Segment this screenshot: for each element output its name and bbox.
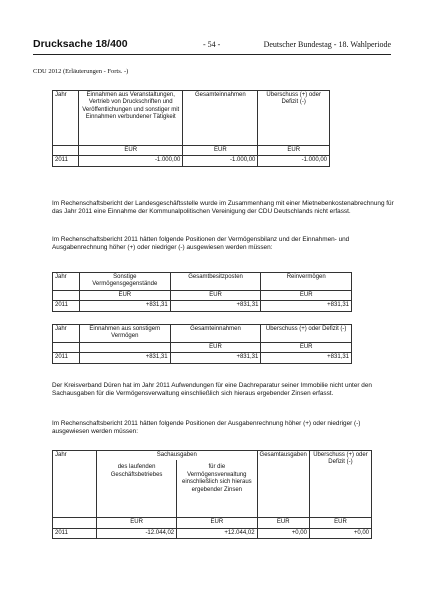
header-divider xyxy=(33,54,391,55)
table-unit-row xyxy=(53,290,352,300)
header-surplus-deficit: Überschuss (+) oder Defizit (-) xyxy=(309,451,371,518)
unit-empty xyxy=(53,518,97,528)
header-net-assets: Reinvermögen xyxy=(261,273,352,291)
header-total-income: Gesamteinnahmen xyxy=(170,325,261,343)
value-cell: +12.044,02 xyxy=(177,528,257,538)
unit-label: EUR xyxy=(170,290,261,300)
header-total-expenses: Gesamtausgaben xyxy=(257,451,309,518)
unit-label: EUR xyxy=(97,518,177,528)
value-cell: -1.000,00 xyxy=(258,156,330,166)
unit-label: EUR xyxy=(170,342,261,352)
unit-empty xyxy=(53,342,80,352)
header-asset-management: für die Vermögensverwaltung einschließlich sich hieraus ergebender Zinsen xyxy=(177,460,257,518)
header-current-operations: des laufenden Geschäftsbetriebes xyxy=(97,460,177,518)
header-total-assets: Gesamtbesitzposten xyxy=(170,273,261,291)
year-cell: 2011 xyxy=(53,301,80,311)
value-cell: +0,00 xyxy=(257,528,309,538)
header-parliament: Deutscher Bundestag - 18. Wahlperiode xyxy=(263,40,391,49)
header-material-expenses: Sachausgaben xyxy=(97,451,258,461)
unit-label: EUR xyxy=(258,146,330,156)
value-cell: +831,31 xyxy=(79,301,170,311)
header-event-income: Einnahmen aus Veranstaltungen, Vertrieb von Druckschriften und Veröffentlichungen und sonstiger mit Einnahmen verbundener Tätigkeit xyxy=(79,91,183,146)
table-header-row xyxy=(53,325,352,343)
unit-label: EUR xyxy=(257,518,309,528)
header-year: Jahr xyxy=(53,325,80,343)
document-number-value: 400 xyxy=(110,38,128,50)
table-row xyxy=(53,528,372,538)
paragraph-1: Im Rechenschaftsbericht der Landesgeschäftsstelle wurde im Zusammenhang mit einer Mietnebenkostenabrechnung für das Jahr 2011 eine Einnahme der Kommunalpolitischen Vereinigung der CDU Deutschlands nicht erfasst. xyxy=(52,200,394,216)
unit-empty xyxy=(53,290,80,300)
table-header-row xyxy=(53,451,372,461)
value-cell: +831,31 xyxy=(261,353,352,363)
year-cell: 2011 xyxy=(53,353,80,363)
unit-empty xyxy=(79,342,170,352)
paragraph-3: Der Kreisverband Düren hat im Jahr 2011 Aufwendungen für eine Dachreparatur seiner Immobilie nicht unter den Sachausgaben für die Vermögensverwaltung einschließlich sich hieraus ergebender Zinsen erfasst. xyxy=(52,382,372,398)
value-cell: +831,31 xyxy=(170,301,261,311)
header-other-assets: Sonstige Vermögensgegenstände xyxy=(79,273,170,291)
value-cell: -1.000,00 xyxy=(79,156,183,166)
unit-label: EUR xyxy=(79,146,183,156)
value-cell: +831,31 xyxy=(170,353,261,363)
table-unit-row xyxy=(53,342,352,352)
table-asset-balance xyxy=(52,272,352,312)
value-cell: +831,31 xyxy=(261,301,352,311)
unit-empty xyxy=(53,146,79,156)
value-cell: +831,31 xyxy=(79,353,170,363)
table-unit-row xyxy=(53,518,372,528)
table-unit-row xyxy=(53,146,330,156)
unit-label: EUR xyxy=(79,290,170,300)
page-number: - 54 - xyxy=(203,40,221,49)
document-number xyxy=(33,38,128,50)
unit-label: EUR xyxy=(261,342,352,352)
header-surplus-deficit: Überschuss (+) oder Defizit (-) xyxy=(261,325,352,343)
unit-label: EUR xyxy=(309,518,371,528)
table-expenditure xyxy=(52,450,372,539)
table-event-income xyxy=(52,90,330,167)
year-cell: 2011 xyxy=(53,528,97,538)
paragraph-2: Im Rechenschaftsbericht 2011 hätten folgende Positionen der Vermögensbilanz und der Einnahmen- und Ausgabenrechnung höher (+) oder niedriger (-) ausgewiesen werden müssen: xyxy=(52,236,350,252)
table-row xyxy=(53,156,330,166)
paragraph-4: Im Rechenschaftsbericht 2011 hätten folgende Positionen der Ausgabenrechnung höher (+) oder niedriger (-) ausgewiesen werden müssen: xyxy=(52,420,361,436)
header-year: Jahr xyxy=(53,91,79,146)
year-cell: 2011 xyxy=(53,156,79,166)
unit-label: EUR xyxy=(261,290,352,300)
value-cell: -1.000,00 xyxy=(183,156,258,166)
table-header-row xyxy=(53,273,352,291)
table-other-asset-income xyxy=(52,324,352,364)
table-header-row xyxy=(53,91,330,146)
continuation-note: CDU 2012 (Erläuterungen - Forts. -) xyxy=(33,68,129,75)
header-year: Jahr xyxy=(53,451,97,518)
value-cell: -12.044,02 xyxy=(97,528,177,538)
unit-label: EUR xyxy=(177,518,257,528)
table-row xyxy=(53,353,352,363)
header-year: Jahr xyxy=(53,273,80,291)
document-number-prefix: Drucksache 18/ xyxy=(33,38,111,50)
header-other-asset-income: Einnahmen aus sonstigem Vermögen xyxy=(79,325,170,343)
header-surplus-deficit: Überschuss (+) oder Defizit (-) xyxy=(258,91,330,146)
unit-label: EUR xyxy=(183,146,258,156)
value-cell: +0,00 xyxy=(309,528,371,538)
header-total-income: Gesamteinnahmen xyxy=(183,91,258,146)
table-row xyxy=(53,301,352,311)
